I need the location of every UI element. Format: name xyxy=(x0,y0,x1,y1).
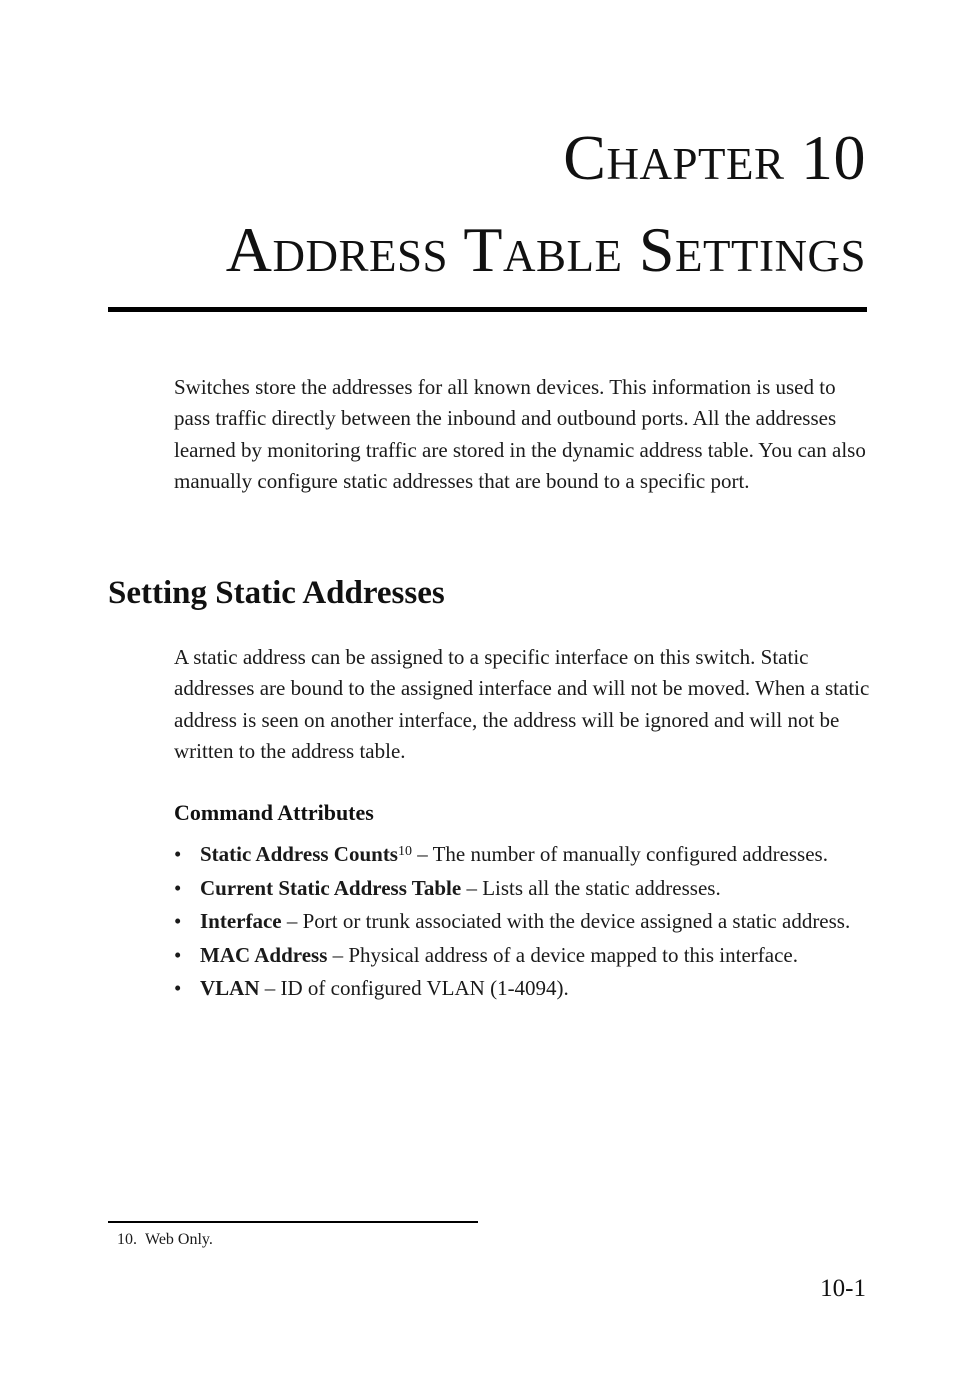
section-heading: Setting Static Addresses xyxy=(108,575,445,611)
list-item xyxy=(174,940,874,972)
attribute-term: Current Static Address Table xyxy=(200,875,462,900)
chapter-title-rule xyxy=(108,307,867,312)
bullet-icon: • xyxy=(174,909,182,933)
list-item xyxy=(174,973,874,1005)
footnote-text: Web Only. xyxy=(145,1231,213,1248)
list-item xyxy=(174,906,874,938)
attribute-term: Interface xyxy=(200,909,282,933)
attribute-description: – ID of configured VLAN (1-4094). xyxy=(259,976,569,1000)
intro-paragraph: Switches store the addresses for all known devices. This information is used to pass traffic directly between the inbound and outbound ports. All the addresses learned by monitoring traffic are stored in the dynamic address table. You can also manually configure static addresses that are bound to a specific port. xyxy=(174,375,866,493)
chapter-number: Chapter 10 xyxy=(563,122,866,193)
footnote-reference[interactable]: 10 xyxy=(397,844,412,859)
footnote xyxy=(117,1230,213,1249)
attribute-description: – Lists all the static addresses. xyxy=(461,875,721,900)
attribute-description: – The number of manually configured addresses. xyxy=(411,842,828,866)
bullet-icon: • xyxy=(174,942,182,967)
command-attributes-list xyxy=(174,839,874,1007)
attribute-term: VLAN xyxy=(200,976,260,1000)
list-item xyxy=(174,839,874,871)
list-item xyxy=(174,873,874,905)
attribute-description: – Physical address of a device mapped to this interface. xyxy=(327,942,798,967)
footnote-separator xyxy=(108,1221,478,1223)
chapter-title: Address Table Settings xyxy=(225,214,866,285)
page-number: 10-1 xyxy=(820,1275,866,1302)
bullet-icon: • xyxy=(174,842,182,866)
section-paragraph: A static address can be assigned to a specific interface on this switch. Static addresses are bound to the assigned interface and will not be moved. When a static address is seen on another interface, the address will be ignored and will not be written to the address table. xyxy=(174,645,870,763)
bullet-icon: • xyxy=(174,976,182,1000)
attribute-term: MAC Address xyxy=(200,942,328,967)
bullet-icon: • xyxy=(174,875,182,900)
attribute-term: Static Address Counts xyxy=(200,842,398,866)
attribute-description: – Port or trunk associated with the device assigned a static address. xyxy=(281,909,851,933)
command-attributes-heading: Command Attributes xyxy=(174,800,374,825)
footnote-number: 10. xyxy=(117,1231,137,1248)
